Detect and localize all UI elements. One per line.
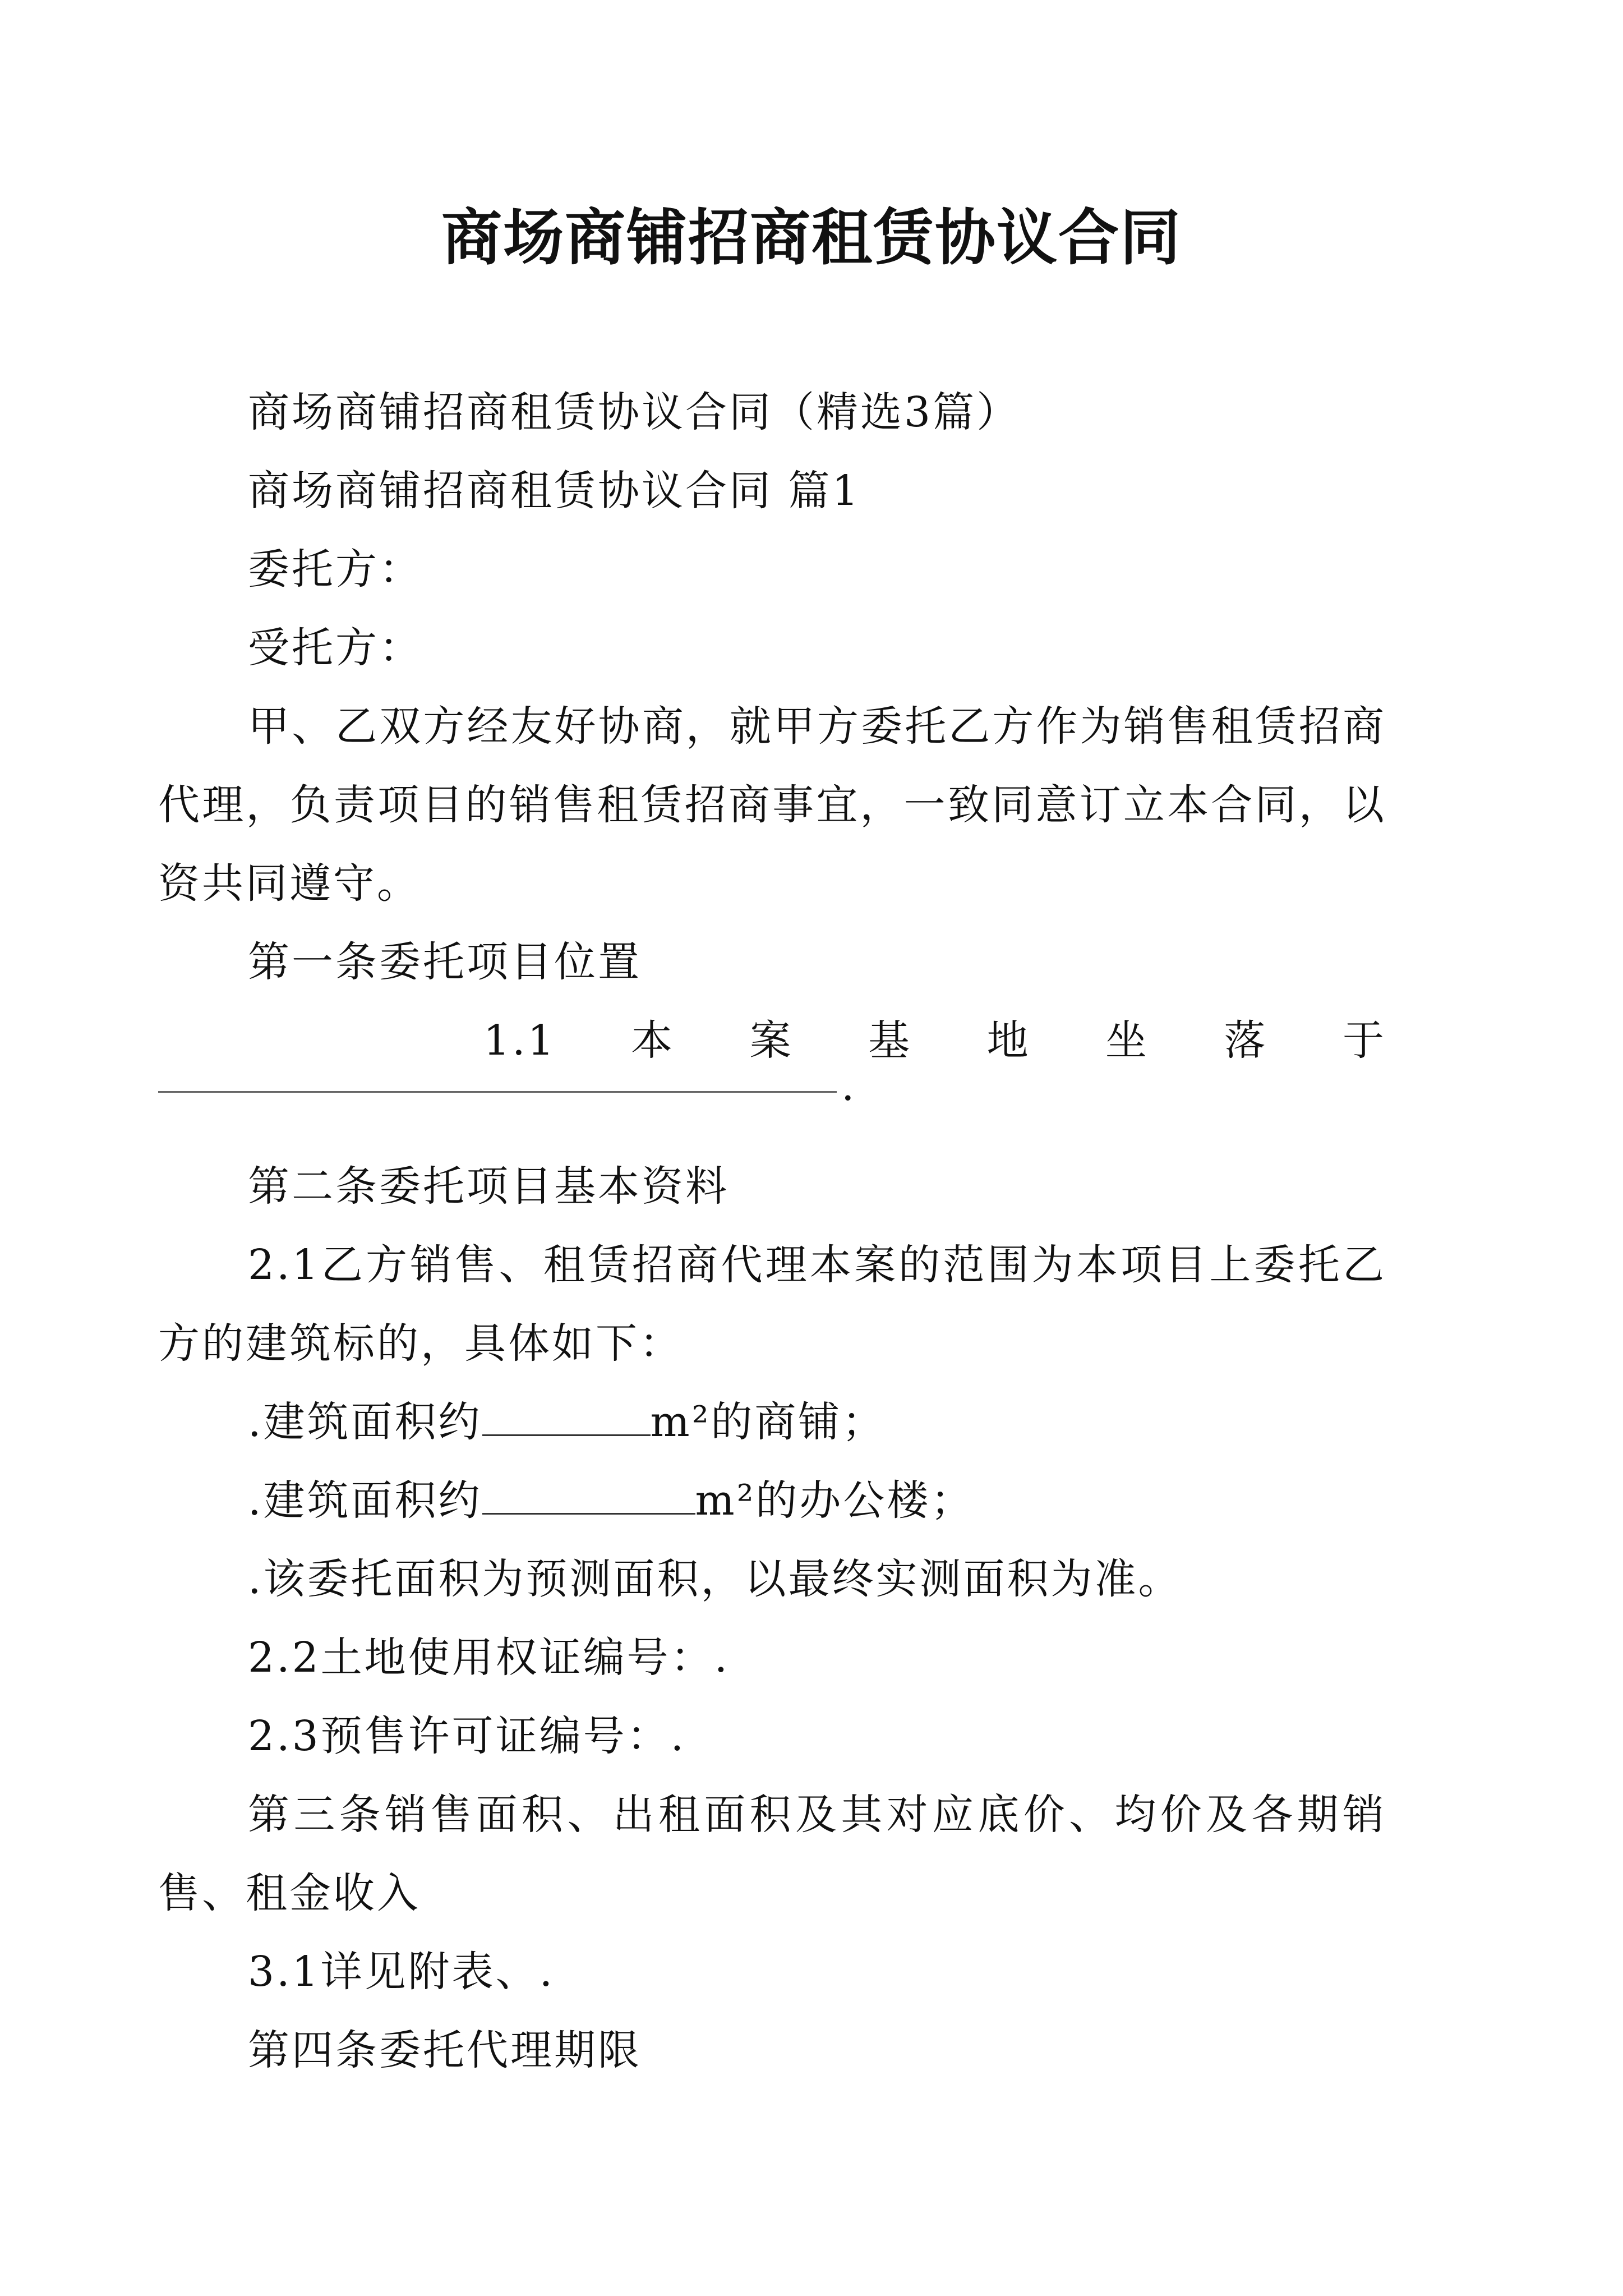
item-office-suffix: m²的办公楼； [695, 1476, 975, 1525]
paragraph-agreement: 甲、乙双方经友好协商，就甲方委托乙方作为销售租赁招商代理，负责项目的销售租赁招商事宜，一致同意订立本合同，以资共同遵守。 [158, 702, 1386, 908]
item-shop-prefix: .建筑面积约 [248, 1398, 482, 1446]
article-4-heading: 第四条委托代理期限 [248, 2026, 642, 2074]
principal-label: 委托方： [248, 545, 423, 593]
item-shop-suffix: m²的商铺； [650, 1398, 886, 1446]
article-2-3: 2.3预售许可证编号：. [248, 1712, 686, 1760]
location-blank-rule [158, 1091, 837, 1093]
article-1-1-char: 基 [868, 1016, 912, 1065]
item-office-prefix: .建筑面积约 [248, 1476, 482, 1525]
document-body [158, 373, 1386, 2090]
article-1-1-char: 地 [986, 1016, 1031, 1065]
shop-area-blank [482, 1393, 651, 1436]
article-1-1-line [248, 1001, 1386, 1080]
article-2-heading: 第二条委托项目基本资料 [248, 1162, 729, 1211]
article-3-1: 3.1详见附表、. [248, 1948, 555, 1996]
item-shop-area [248, 1383, 1386, 1461]
intro-line: 商场商铺招商租赁协议合同（精选3篇） [248, 388, 1021, 436]
document-title: 商场商铺招商租赁协议合同 [441, 203, 1182, 273]
article-1-1-char: 坐 [1105, 1016, 1150, 1065]
paragraph-2-1: 2.1乙方销售、租赁招商代理本案的范围为本项目上委托乙方的建筑标的，具体如下： [158, 1241, 1386, 1368]
article-3-heading-wrap [158, 1775, 1386, 1932]
location-blank-end: . [841, 1062, 857, 1110]
agent-label: 受托方： [248, 624, 423, 672]
paragraph-2-1-wrap [158, 1226, 1386, 1383]
article-1-heading: 第一条委托项目位置 [248, 938, 642, 986]
article-2-2: 2.2土地使用权证编号：. [248, 1634, 730, 1682]
item-office-area [248, 1461, 1386, 1540]
article-1-1-number: 1.1 [483, 1016, 556, 1065]
article-1-1-char: 于 [1342, 1016, 1386, 1065]
location-blank-line [158, 1062, 1386, 1147]
part-heading: 商场商铺招商租赁协议合同 篇1 [248, 467, 861, 515]
article-1-1-char: 本 [631, 1016, 675, 1065]
paragraph-1-wrap [158, 687, 1386, 923]
article-3-heading: 第三条销售面积、出租面积及其对应底价、均价及各期销售、租金收入 [158, 1791, 1386, 1917]
article-1-1-char: 落 [1224, 1016, 1268, 1065]
item-area-note: .该委托面积为预测面积，以最终实测面积为准。 [248, 1555, 1182, 1603]
office-area-blank [482, 1471, 695, 1515]
article-1-1-char: 案 [749, 1016, 794, 1065]
